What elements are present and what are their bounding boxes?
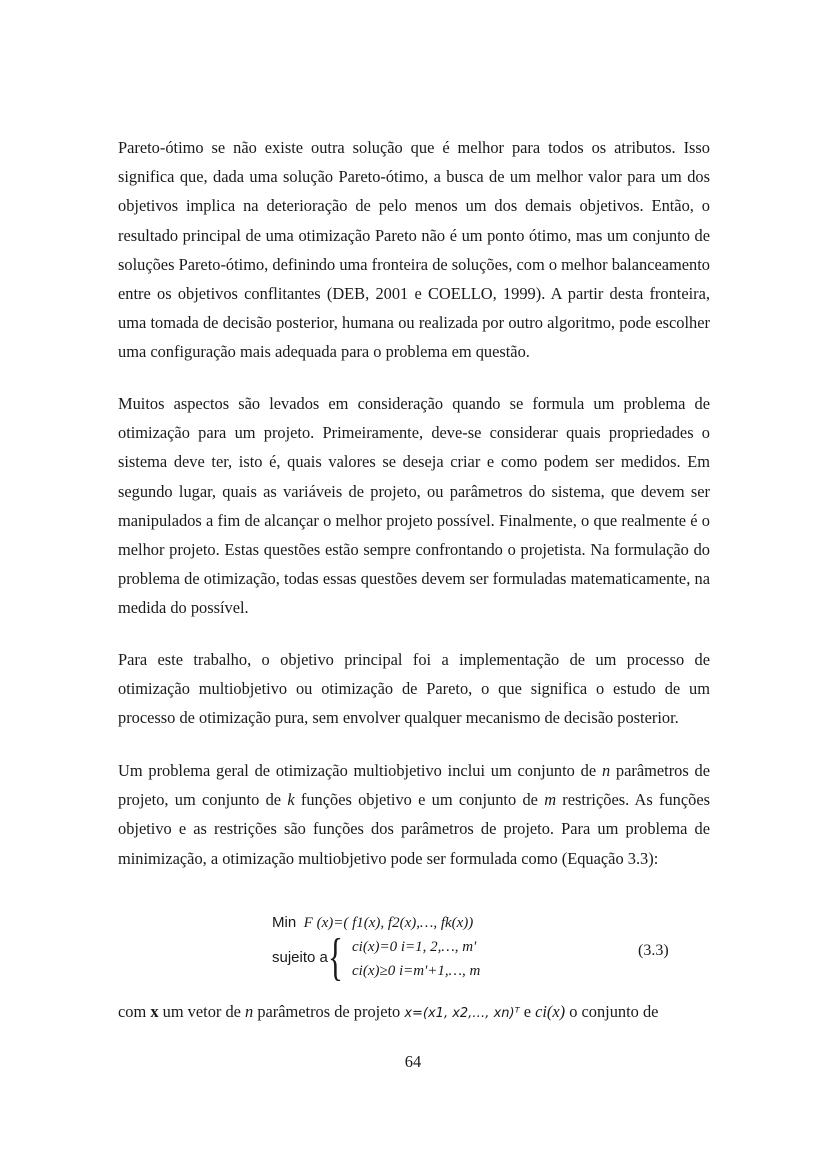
equality-constraint bbox=[352, 939, 476, 956]
paragraph-design-aspects: Muitos aspectos são levados em consideração quando se formula um problema de otimização para um projeto. Primeiramente, deve-se considerar quais propriedades o sistema deve ter, isto é, quais valores se deseja criar e como podem ser medidos. Em segundo lugar, quais as variáveis de projeto, ou parâmetros do sistema, que devem ser manipulados a fim de alcançar o melhor projeto possível. Finalmente, o que realmente é o melhor projeto. Estas questões estão sempre confrontando o projetista. Na formulação do problema de otimização, todas essas questões devem ser formuladas matematicamente, na medida do possível. bbox=[118, 394, 710, 618]
left-brace: { bbox=[328, 929, 343, 986]
text-span: e bbox=[519, 1002, 536, 1021]
constraint-1-text: ci(x)=0 i=1, 2,…, m' bbox=[352, 939, 477, 955]
inequality-constraint bbox=[352, 963, 480, 980]
objective-function: F (x)=( f1(x), f2(x),…, fk(x)) bbox=[303, 915, 474, 931]
paragraph-work-objective: Para este trabalho, o objetivo principal foi a implementação de um processo de otimização multiobjetivo ou otimização de Pareto, o que significa o estudo de um processo de otimização pura, sem envolver qualquer mecanismo de decisão posterior. bbox=[118, 650, 710, 728]
text-span: funções objetivo e um conjunto de bbox=[294, 790, 545, 810]
text-span: restrições. As funções objetivo e as restrições são funções dos parâmetros de projeto. Para um problema de minimização, a otimização multiobjetivo pode ser formulada como (Equação 3.3): bbox=[118, 790, 710, 868]
var-n: n bbox=[245, 1002, 254, 1021]
subject-to-label: sujeito a bbox=[272, 949, 328, 966]
equation-3-3 bbox=[272, 910, 682, 988]
design-vector: x=(x1, x2,…, xn)ᵀ bbox=[404, 1006, 520, 1021]
constraint-function: ci(x) bbox=[535, 1002, 566, 1021]
paragraph-vector-definition bbox=[118, 997, 710, 1028]
paragraph-problem-formulation bbox=[118, 756, 710, 873]
text-span: parâmetros de projeto, um conjunto de bbox=[118, 761, 711, 810]
var-x-bold: x bbox=[150, 1002, 159, 1021]
var-m: m bbox=[544, 790, 557, 810]
paragraph-pareto-definition: Pareto-ótimo se não existe outra solução que é melhor para todos os atributos. Isso significa que, dada uma solução Pareto-ótimo, a busca de um melhor valor para um dos objetivos implica na deterioração de pelo menos um dos demais objetivos. Então, o resultado principal de uma otimização Pareto não é um ponto ótimo, mas um conjunto de soluções Pareto-ótimo, definindo uma fronteira de soluções, com o melhor balanceamento entre os objetivos conflitantes (DEB, 2001 e COELLO, 1999). A partir desta fronteira, uma tomada de decisão posterior, humana ou realizada por outro algoritmo, pode escolher uma configuração mais adequada para o problema em questão. bbox=[118, 138, 710, 362]
equation-number: (3.3) bbox=[638, 942, 669, 959]
var-n: n bbox=[601, 761, 611, 780]
min-label: Min bbox=[272, 914, 297, 931]
text-span: com bbox=[118, 1002, 151, 1021]
constraint-2-text: ci(x)≥0 i=m'+1,…, m bbox=[352, 963, 481, 979]
text-span: o conjunto de bbox=[565, 1002, 659, 1021]
text-span: Um problema geral de otimização multiobjetivo inclui um conjunto de bbox=[118, 761, 602, 780]
text-span: parâmetros de projeto bbox=[253, 1002, 405, 1021]
text-span: um vetor de bbox=[158, 1002, 246, 1021]
equation-objective-row bbox=[272, 914, 473, 932]
page-number: 64 bbox=[404, 1052, 422, 1071]
var-k: k bbox=[287, 790, 295, 810]
